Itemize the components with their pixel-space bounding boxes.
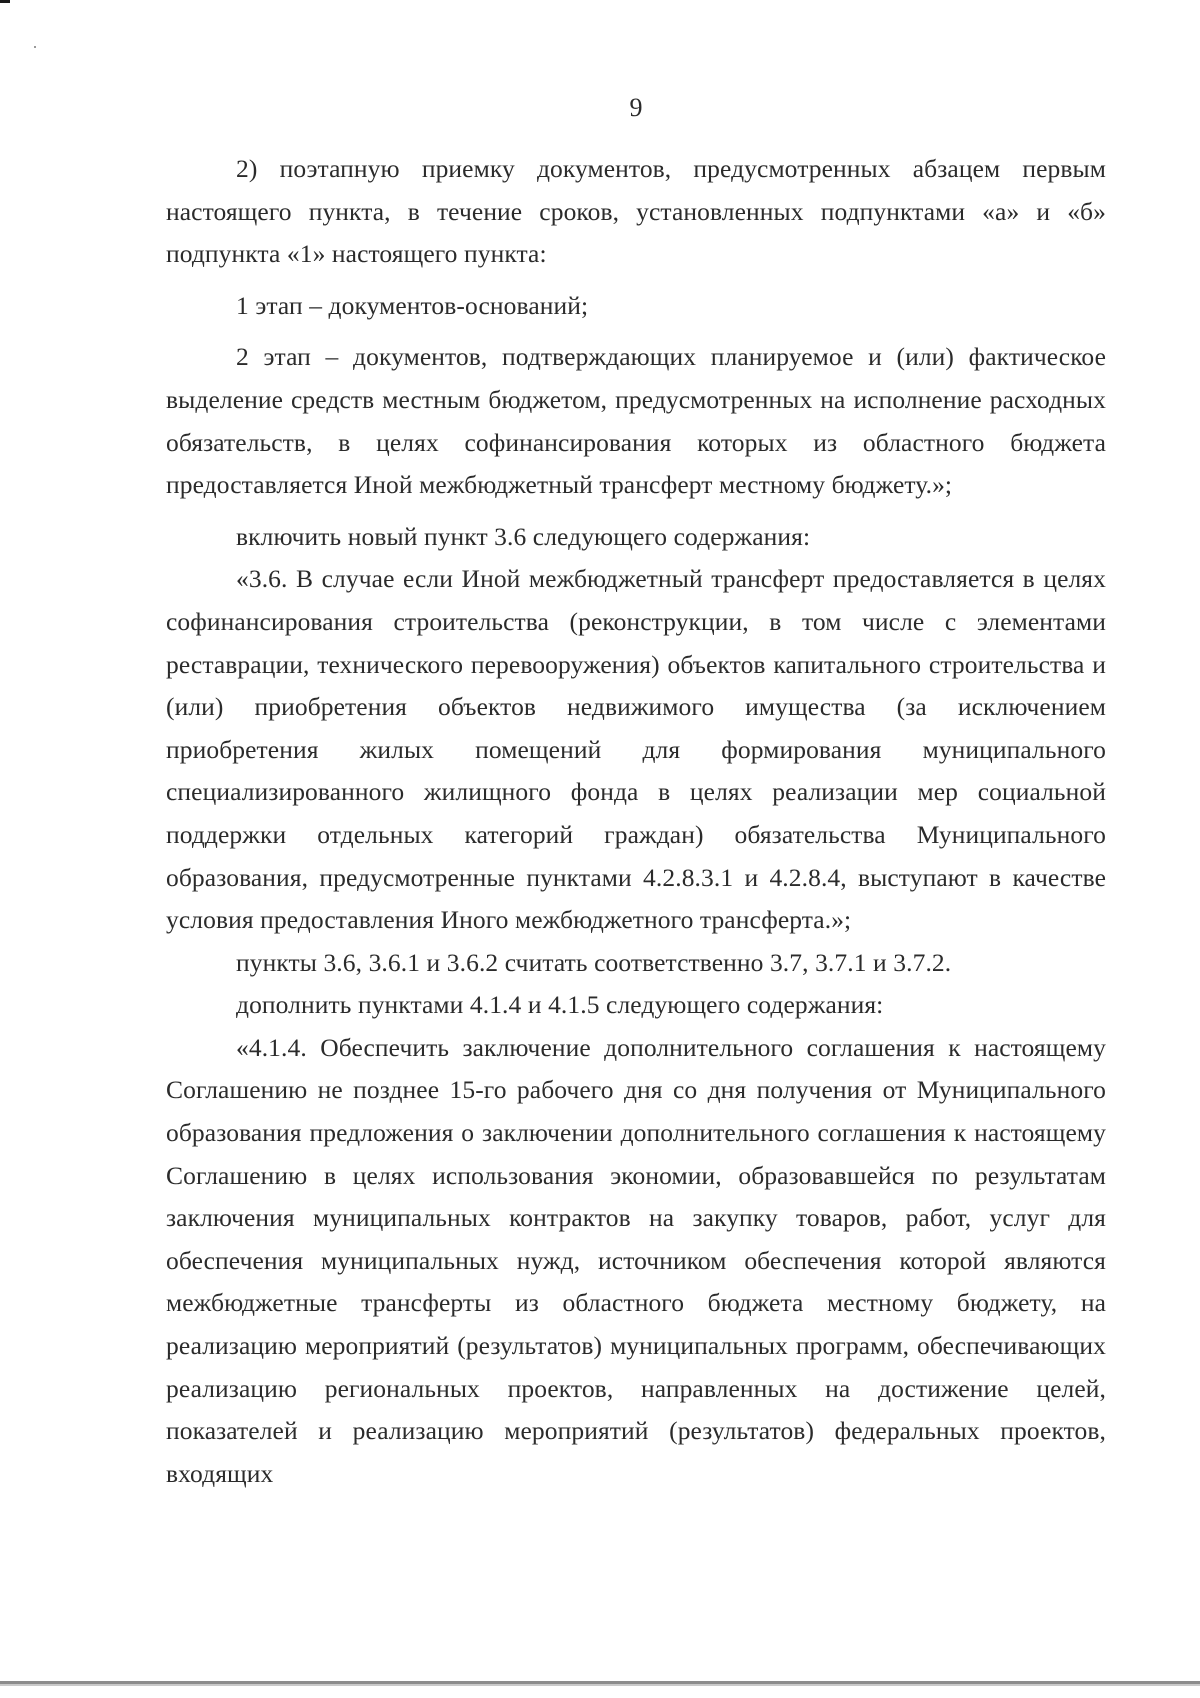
paragraph-supplement-4-1: дополнить пунктами 4.1.4 и 4.1.5 следующего содержания: — [236, 990, 884, 1020]
paragraph-clause-4-1-4: «4.1.4. Обеспечить заключение дополнительного соглашения к настоящему Соглашению не позднее 15-го рабочего дня со дня получения от Муниципального образования предложения о заключении дополнительного соглашения к настоящему Соглашению в целях использования экономии, образовавшейся по результатам заключения муниципальных контрактов на закупку товаров, работ, услуг для обеспечения муниципальных нужд, источником обеспечения которой являются межбюджетные трансферты из областного бюджета местному бюджету, на реализацию мероприятий (результатов) муниципальных программ, обеспечивающих реализацию региональных проектов, направленных на достижение целей, показателей и реализацию мероприятий (результатов) федеральных проектов, входящих — [166, 1032, 1106, 1488]
paragraph-clause-3-6: «3.6. В случае если Иной межбюджетный трансферт предоставляется в целях софинансирования строительства (реконструкции, в том числе с элементами реставрации, технического перевооружения) объектов капитального строительства и (или) приобретения объектов недвижимого имущества (за исключением приобретения жилых помещений для формирования муниципального специализированного жилищного фонда в целях реализации мер социальной поддержки отдельных категорий граждан) обязательства Муниципального образования, предусмотренные пунктами 4.2.8.3.1 и 4.2.8.4, выступают в качестве условия предоставления Иного межбюджетного трансферта.»; — [166, 564, 1106, 935]
paragraph-stage-1: 1 этап – документов-оснований; — [236, 290, 589, 320]
scan-speck — [34, 46, 36, 48]
paragraph-renumber: пункты 3.6, 3.6.1 и 3.6.2 считать соответственно 3.7, 3.7.1 и 3.7.2. — [236, 947, 952, 977]
scan-bottom-edge-shadow — [0, 1684, 1200, 1686]
page-number: 9 — [629, 93, 643, 122]
paragraph-stage-2: 2 этап – документов, подтверждающих планируемое и (или) фактическое выделение средств местным бюджетом, предусмотренных на исполнение расходных обязательств, в целях софинансирования которых из областного бюджета предоставляется Иной межбюджетный трансферт местному бюджету.»; — [166, 342, 1106, 500]
document-body — [166, 148, 1106, 1495]
paragraph-include-3-6: включить новый пункт 3.6 следующего содержания: — [236, 521, 811, 551]
paragraph-stepwise-acceptance: 2) поэтапную приемку документов, предусмотренных абзацем первым настоящего пункта, в течение сроков, установленных подпунктами «а» и «б» подпункта «1» настоящего пункта: — [166, 154, 1106, 269]
document-page — [166, 0, 1106, 1698]
scan-edge-mark — [0, 0, 10, 3]
